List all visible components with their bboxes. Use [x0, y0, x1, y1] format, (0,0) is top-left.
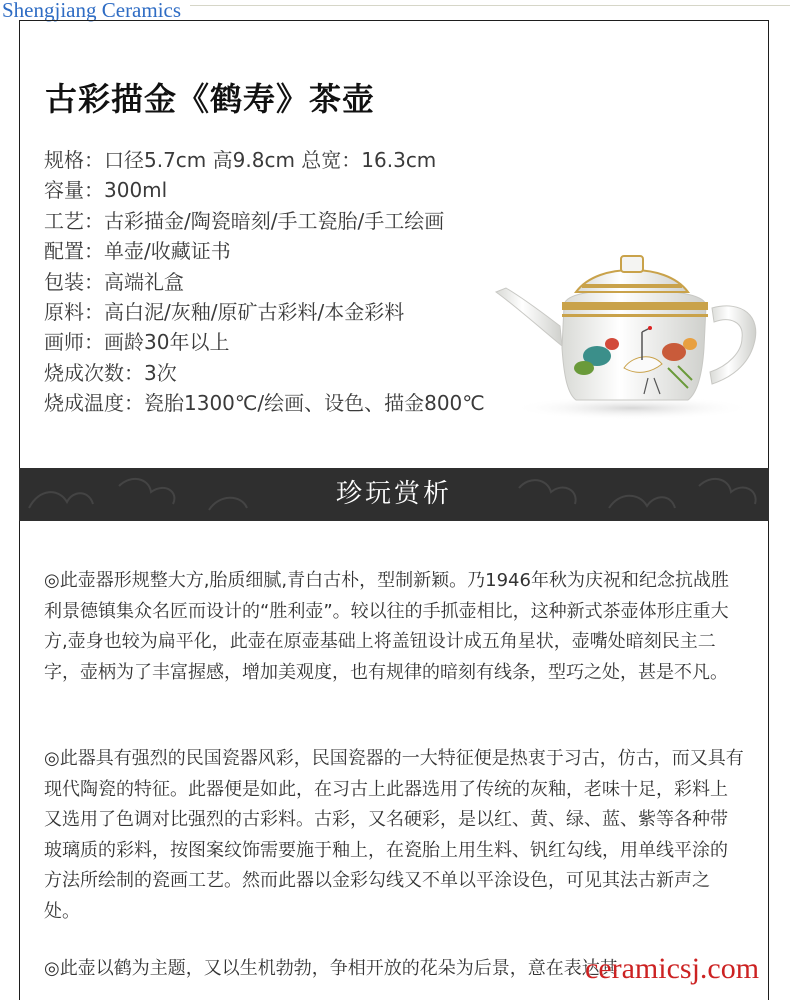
- spec-item-temperature: 烧成温度：瓷胎1300℃/绘画、设色、描金800℃: [44, 391, 485, 416]
- spec-item-config: 配置：单壶/收藏证书: [44, 239, 231, 264]
- top-divider: [190, 5, 790, 6]
- section-banner: [19, 468, 769, 521]
- spec-list: [44, 145, 485, 419]
- description-paragraph: ◎此器具有强烈的民国瓷器风彩，民国瓷器的一大特征便是热衷于习古，仿古，而又具有现代陶瓷的特征。此器便是如此，在习古上此器选用了传统的灰釉，老味十足，彩料上又选用了色调对比强烈的古彩料。古彩，又名硬彩，是以红、黄、绿、蓝、紫等各种带玻璃质的彩料，按图案纹饰需要施于釉上，在瓷胎上用生料、钒红勾线，用单线平涂的方法所绘制的瓷画工艺。然而此器以金彩勾线又不单以平涂设色，可见其法古新声之处。: [44, 748, 744, 922]
- spec-item-capacity: 容量：300ml: [44, 178, 168, 203]
- spec-item-firings: 烧成次数：3次: [44, 360, 177, 385]
- spec-item-size: 规格：口径5.7cm 高9.8cm 总宽：16.3cm: [44, 148, 437, 172]
- product-title: 古彩描金《鹤寿》茶壶: [45, 80, 376, 118]
- spec-item-material: 原料：高白泥/灰釉/原矿古彩料/本金彩料: [44, 299, 405, 324]
- watermark-top: Shengjiang Ceramics: [2, 0, 182, 22]
- description-paragraph: ◎此壶器形规整大方,胎质细腻,青白古朴，型制新颖。乃1946年秋为庆祝和纪念抗战胜利景德镇集众名匠而设计的“胜利壶”。较以往的手抓壶相比，这种新式茶壶体形庄重大方,壶身也较为扁平化，此壶在原壶基础上将盖钮设计成五角星状，壶嘴处暗刻民主二字，壶柄为了丰富握感，增加美观度，也有规律的暗刻有线条，型巧之处，甚是不凡。: [44, 570, 729, 683]
- spec-item-craft: 工艺：古彩描金/陶瓷暗刻/手工瓷胎/手工绘画: [44, 208, 445, 233]
- description-paragraph: ◎此壶以鹤为主题，又以生机勃勃，争相开放的花朵为后景，意在表达其: [44, 958, 618, 979]
- teapot-image: [492, 248, 768, 423]
- watermark-bottom: ceramicsj.com: [585, 952, 760, 985]
- section-title: 珍玩赏析: [335, 479, 452, 509]
- spec-item-package: 包装：高端礼盒: [44, 269, 184, 294]
- spec-item-painter: 画师：画龄30年以上: [44, 330, 230, 355]
